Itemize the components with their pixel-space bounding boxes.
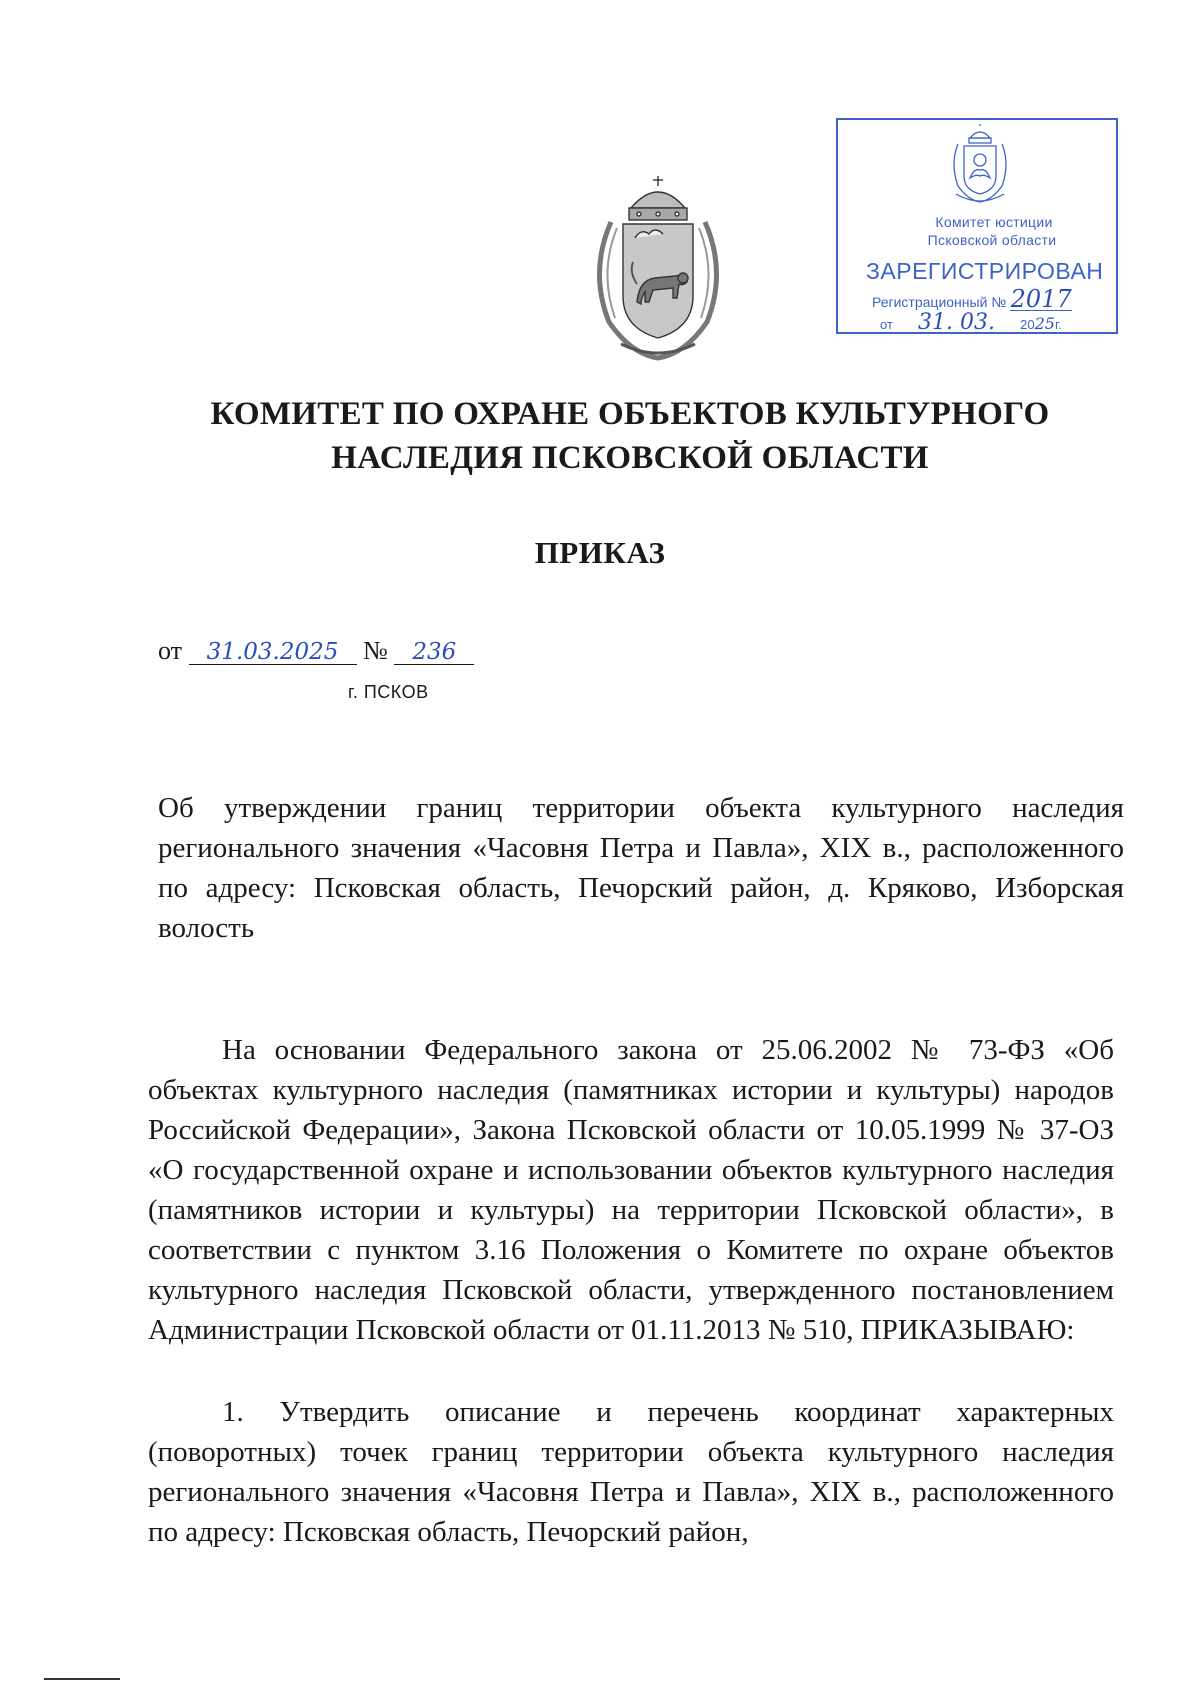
stamp-date-row: [880, 310, 1062, 335]
stamp-org-line2: Псковской области: [927, 232, 1057, 248]
item-1-paragraph: 1. Утвердить описание и перечень координат характерных (поворотных) точек границ территории объекта культурного наследия регионального значения «Часовня Петра и Павла», XIX в., расположенного по адресу: Псковская область, Печорский район,: [148, 1396, 1114, 1548]
stamp-reg-number: 2017: [1010, 285, 1072, 313]
document-subject: Об утверждении границ территории объекта культурного наследия регионального значения «Часовня Петра и Павла», XIX в., расположенного по адресу: Псковская область, Печорский район, д. Кряково, Изборская волость: [158, 792, 1124, 944]
stamp-date-prefix: от: [880, 317, 893, 332]
footer-divider: [44, 1678, 120, 1680]
stamp-registration-row: [872, 285, 1072, 313]
document-date-number: [158, 636, 474, 666]
stamp-date-value: 31. 03.: [897, 314, 1017, 333]
pskov-emblem-small-icon: [944, 124, 1016, 210]
document-type: ПРИКАЗ: [534, 535, 666, 570]
number-label: №: [363, 636, 388, 665]
stamp-org-line1: Комитет юстиции: [935, 214, 1053, 230]
date-prefix: от: [158, 636, 183, 665]
document-date: 31.03.2025: [189, 640, 357, 665]
pskov-coat-of-arms-icon: [583, 172, 733, 362]
registration-stamp: [836, 118, 1118, 334]
document-city: г. ПСКОВ: [348, 682, 429, 702]
stamp-year-suffix: г.: [1054, 317, 1062, 332]
document-number: 236: [394, 640, 474, 665]
stamp-reg-label: Регистрационный №: [872, 294, 1007, 310]
organization-title: КОМИТЕТ ПО ОХРАНЕ ОБЪЕКТОВ КУЛЬТУРНОГО НАСЛЕДИЯ ПСКОВСКОЙ ОБЛАСТИ: [210, 396, 1050, 476]
stamp-status: ЗАРЕГИСТРИРОВАН: [866, 258, 1104, 284]
preamble-paragraph: На основании Федерального закона от 25.06.2002 № 73-ФЗ «Об объектах культурного наследия (памятниках истории и культуры) народов Российской Федерации», Закона Псковской области от 10.05.1999 № 37-ОЗ «О государственной охране и использовании объектов культурного наследия (памятников истории и культуры) на территории Псковской области», в соответствии с пунктом 3.16 Положения о Комитете по охране объектов культурного наследия Псковской области, утвержденного постановлением Администрации Псковской области от 01.11.2013 № 510, ПРИКАЗЫВАЮ:: [148, 1034, 1114, 1346]
stamp-year-prefix: 20: [1020, 317, 1035, 332]
stamp-year-value: 25: [1034, 314, 1055, 333]
